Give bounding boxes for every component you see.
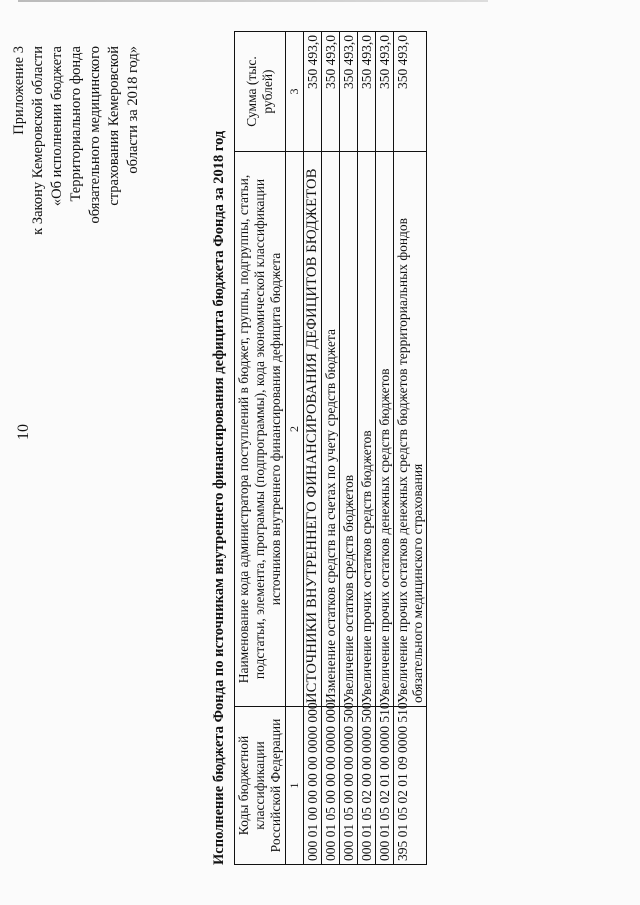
header-code: Коды бюджетной классификации Российской Федерации <box>235 707 286 865</box>
appendix-line: к Закону Кемеровской области <box>30 46 46 235</box>
table-row <box>322 32 340 865</box>
row-amount: 350 493,0 <box>376 32 394 152</box>
appendix-block <box>10 46 143 306</box>
document-title: Исполнение бюджета Фонда по источникам внутреннего финансирования дефицита бюджета Фонда за 2018 год <box>211 130 227 865</box>
table-row <box>358 32 376 865</box>
table-row <box>394 32 427 865</box>
row-name: Увеличение прочих остатков денежных средств бюджетов территориальных фондов обязательного медицинского страхования <box>394 152 427 707</box>
row-amount: 350 493,0 <box>304 32 322 152</box>
row-amount: 350 493,0 <box>358 32 376 152</box>
financing-table <box>234 31 427 865</box>
row-code: 395 01 05 02 01 09 0000 510 <box>394 707 427 865</box>
row-code: 000 01 05 00 00 00 0000 500 <box>340 707 358 865</box>
row-name: Увеличение прочих остатков средств бюджетов <box>358 152 376 707</box>
appendix-line: Территориального фонда <box>68 46 84 202</box>
table-header-row <box>235 32 286 865</box>
row-name: Увеличение остатков средств бюджетов <box>340 152 358 707</box>
header-amount: Сумма (тыс. рублей) <box>235 32 286 152</box>
row-code: 000 01 05 02 00 00 0000 500 <box>358 707 376 865</box>
table-row <box>304 32 322 865</box>
row-amount: 350 493,0 <box>340 32 358 152</box>
row-name: ИСТОЧНИКИ ВНУТРЕННЕГО ФИНАНСИРОВАНИЯ ДЕФИЦИТОВ БЮДЖЕТОВ <box>304 152 322 707</box>
appendix-line: обязательного медицинского <box>87 46 103 224</box>
table-row <box>340 32 358 865</box>
row-amount: 350 493,0 <box>322 32 340 152</box>
column-number: 1 <box>286 707 304 865</box>
row-amount: 350 493,0 <box>394 32 427 152</box>
rotated-page-content <box>0 25 620 875</box>
row-name: Увеличение прочих остатков денежных средств бюджетов <box>376 152 394 707</box>
header-name: Наименование кода администратора поступлений в бюджет, группы, подгруппы, статьи, подстатьи, элемента, программы (подпрограммы), кода экономической классификации источников внутреннего финансирования дефицита бюджета <box>235 152 286 707</box>
scan-edge-line <box>18 0 488 2</box>
column-number-row <box>286 32 304 865</box>
row-code: 000 01 00 00 00 00 0000 000 <box>304 707 322 865</box>
row-code: 000 01 05 02 01 00 0000 510 <box>376 707 394 865</box>
column-number: 2 <box>286 152 304 707</box>
page-number: 10 <box>15 424 32 440</box>
appendix-line: «Об исполнении бюджета <box>49 46 65 207</box>
row-name: Изменение остатков средств на счетах по учету средств бюджета <box>322 152 340 707</box>
column-number: 3 <box>286 32 304 152</box>
appendix-line: области за 2018 год» <box>125 46 141 174</box>
table-row <box>376 32 394 865</box>
row-code: 000 01 05 00 00 00 0000 000 <box>322 707 340 865</box>
appendix-line: Приложение 3 <box>11 46 27 135</box>
appendix-line: страхования Кемеровской <box>106 46 122 206</box>
